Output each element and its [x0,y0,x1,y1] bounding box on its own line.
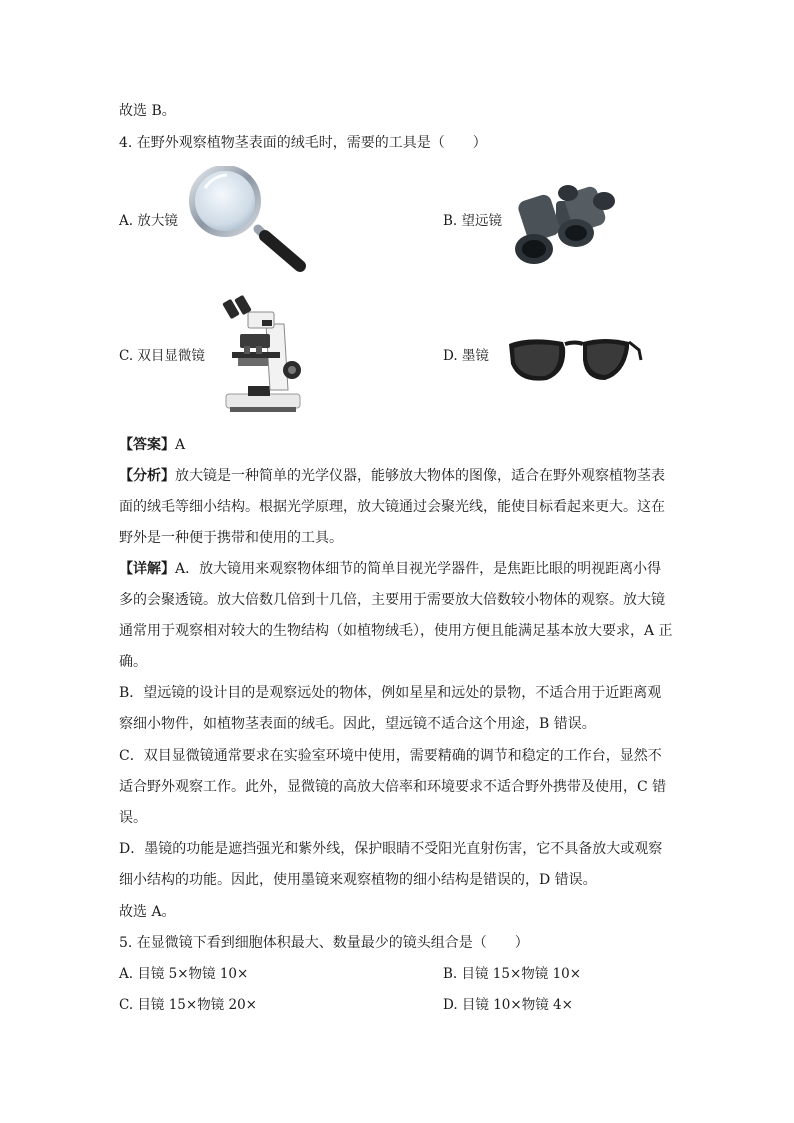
detail-line-9: 误。 [119,810,147,826]
q4-option-c: C. 双目显微镜 [119,348,205,364]
q5-option-b: B. 目镜 15×物镜 10× [443,966,582,982]
detail-line-1 [119,560,661,578]
q5-stem: 5. 在显微镜下看到细胞体积最大、数量最少的镜头组合是（ ） [119,935,529,951]
detail-line-6: 察细小物件，如植物茎表面的绒毛。因此，望远镜不适合这个用途，B 错误。 [119,716,596,732]
binoculars-icon [508,183,620,268]
q5-option-c: C. 目镜 15×物镜 20× [119,997,257,1013]
detail-line-7: C．双目显微镜通常要求在实验室环境中使用，需要精确的调节和稳定的工作台，显然不 [119,748,662,764]
sunglasses-icon [505,330,643,388]
q4-option-a: A. 放大镜 [119,213,178,229]
detail-line-11: 细小结构的功能。因此，使用墨镜来观察植物的细小结构是错误的，D 错误。 [119,872,597,888]
detail-line-4: 确。 [119,654,147,670]
detail-text: A．放大镜用来观察物体细节的简单目视光学器件，是焦距比眼的明视距离小得 [175,561,662,577]
prev-conclusion: 故选 B。 [119,103,176,119]
microscope-icon [218,294,306,416]
answer-line [119,436,185,454]
analysis-line-1 [119,467,665,485]
analysis-line-3: 野外是一种便于携带和使用的工具。 [119,530,343,546]
answer-value: A [175,437,186,453]
q5-option-a: A. 目镜 5×物镜 10× [119,966,249,982]
detail-label: 【详解】 [119,561,175,577]
analysis-text: 放大镜是一种简单的光学仪器，能够放大物体的图像，适合在野外观察植物茎表 [175,468,665,484]
analysis-label: 【分析】 [119,468,175,484]
q4-option-b: B. 望远镜 [443,213,503,229]
magnifying-glass-icon [185,166,310,274]
detail-line-8: 适合野外观察工作。此外，显微镜的高放大倍率和环境要求不适合野外携带及使用，C 错 [119,779,667,795]
detail-line-2: 多的会聚透镜。放大倍数几倍到十几倍，主要用于需要放大倍数较小物体的观察。放大镜 [119,592,665,608]
detail-line-10: D．墨镜的功能是遮挡强光和紫外线，保护眼睛不受阳光直射伤害，它不具备放大或观察 [119,841,663,857]
detail-line-3: 通常用于观察相对较大的生物结构（如植物绒毛），使用方便且能满足基本放大要求，A 正 [119,623,673,639]
q4-conclusion: 故选 A。 [119,904,176,920]
q4-option-d: D. 墨镜 [443,348,489,364]
q5-option-d: D. 目镜 10×物镜 4× [443,997,573,1013]
q4-stem: 4. 在野外观察植物茎表面的绒毛时，需要的工具是（ ） [119,135,487,151]
detail-line-5: B．望远镜的设计目的是观察远处的物体，例如星星和远处的景物，不适合用于近距离观 [119,685,662,701]
answer-label: 【答案】 [119,437,175,453]
analysis-line-2: 面的绒毛等细小结构。根据光学原理，放大镜通过会聚光线，能使目标看起来更大。这在 [119,499,665,515]
